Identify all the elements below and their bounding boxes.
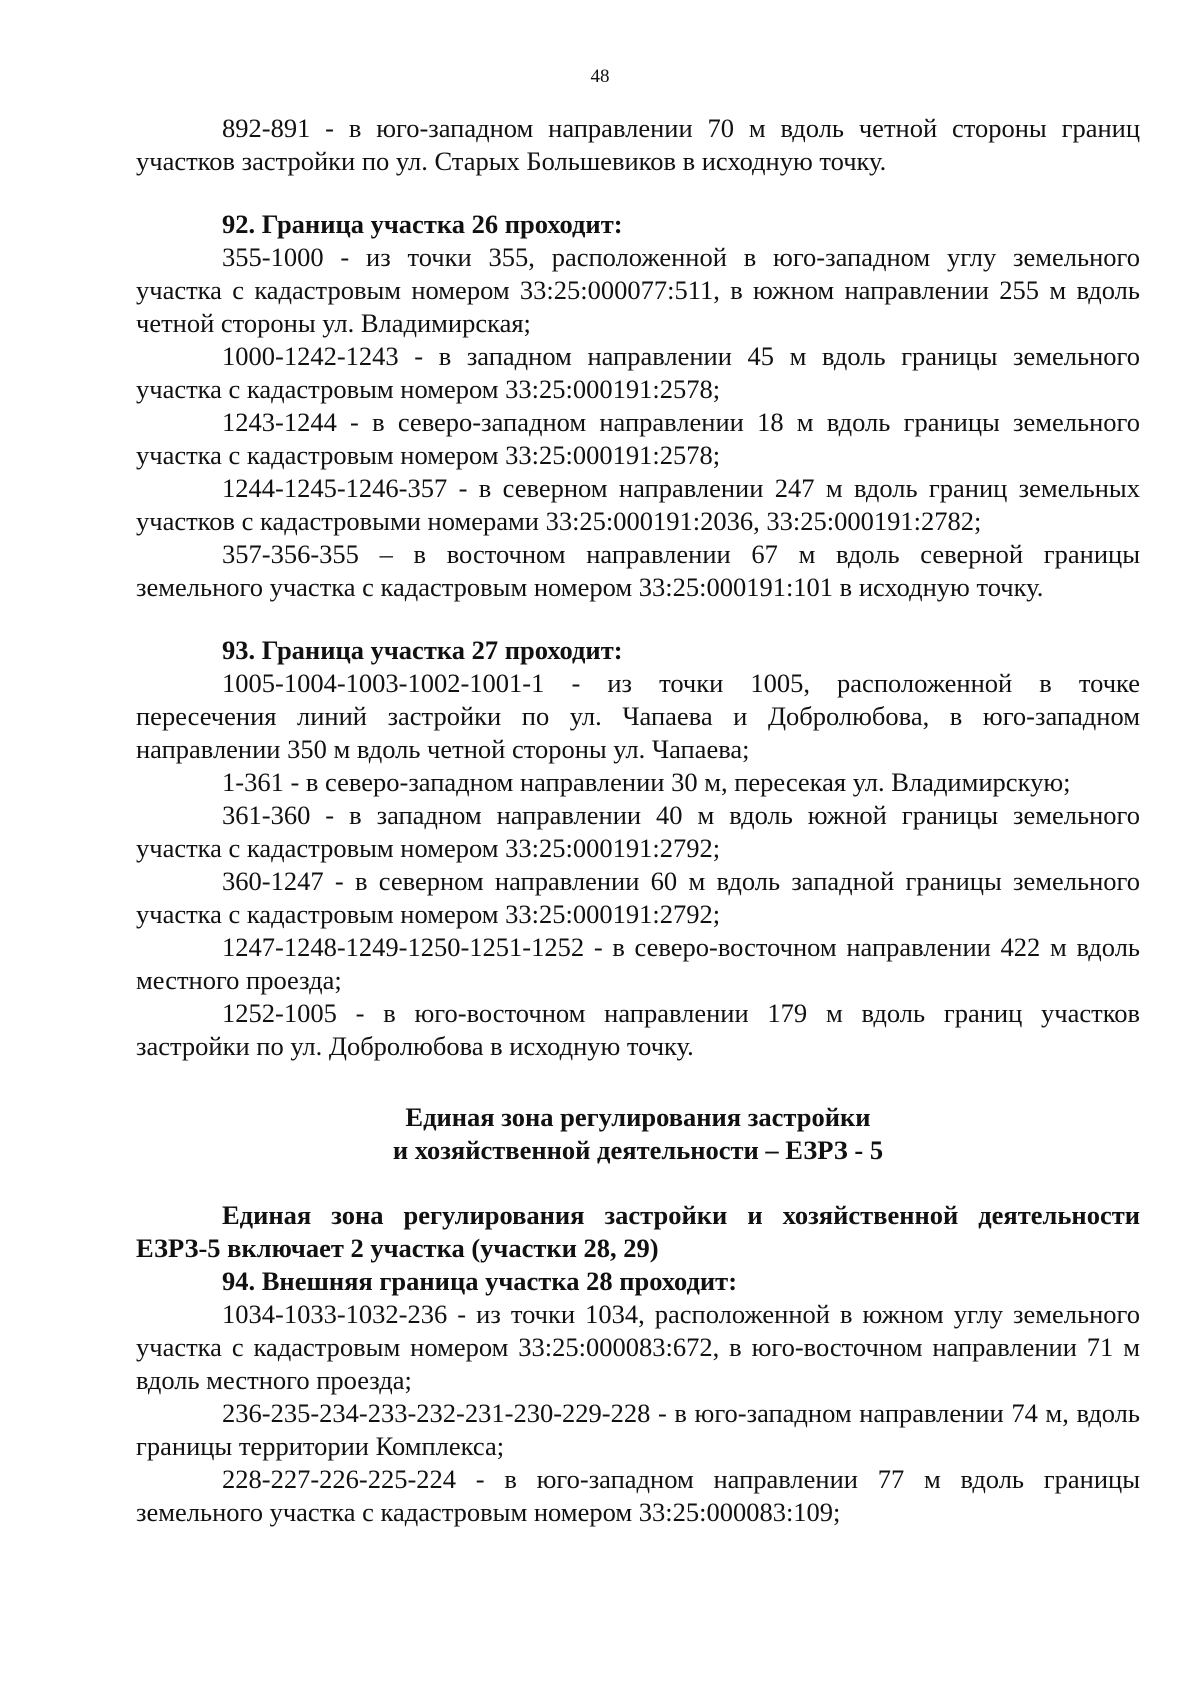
paragraph: 1-361 - в северо-западном направлении 30 м, пересекая ул. Владимирскую;: [222, 767, 1071, 797]
paragraph: 357-356-355 – в восточном направлении 67 м вдоль северной границы земельного участка с кадастровым номером 33:25:000191:101 в исходную точку.: [136, 539, 1140, 602]
spacer: [136, 1167, 1140, 1199]
paragraph: 892-891 - в юго-западном направлении 70 м вдоль четной стороны границ участков застройки по ул. Старых Большевиков в исходную точку.: [136, 113, 1140, 176]
zone-title-line-2: и хозяйственной деятельности – ЕЗРЗ - 5: [392, 1135, 884, 1165]
section-heading: 94. Внешняя граница участка 28 проходит:: [222, 1266, 738, 1296]
document-body: [136, 112, 1140, 1529]
paragraph: 1243-1244 - в северо-западном направлении 18 м вдоль границы земельного участка с кадастровым номером 33:25:000191:2578;: [136, 407, 1140, 470]
paragraph: 361-360 - в западном направлении 40 м вдоль южной границы земельного участка с кадастровым номером 33:25:000191:2792;: [136, 800, 1140, 863]
paragraph: 1000-1242-1243 - в западном направлении 45 м вдоль границы земельного участка с кадастровым номером 33:25:000191:2578;: [136, 341, 1140, 404]
paragraph: 228-227-226-225-224 - в юго-западном направлении 77 м вдоль границы земельного участка с кадастровым номером 33:25:000083:109;: [136, 1464, 1140, 1527]
zone-summary: Единая зона регулирования застройки и хозяйственной деятельности ЕЗРЗ-5 включает 2 участка (участки 28, 29): [136, 1200, 1140, 1263]
paragraph: 1244-1245-1246-357 - в северном направлении 247 м вдоль границ земельных участков с кадастровыми номерами 33:25:000191:2036, 33:25:000191:2782;: [136, 473, 1140, 536]
zone-title: [136, 1101, 1140, 1167]
section-94: [136, 1265, 1140, 1529]
zone-title-line-1: Единая зона регулирования застройки: [405, 1102, 871, 1132]
section-heading: 92. Граница участка 26 проходит:: [222, 209, 623, 239]
paragraph: 1252-1005 - в юго-восточном направлении 179 м вдоль границ участков застройки по ул. Добролюбова в исходную точку.: [136, 998, 1140, 1061]
paragraph: 1247-1248-1249-1250-1251-1252 - в северо-восточном направлении 422 м вдоль местного проезда;: [136, 932, 1140, 995]
paragraph: 236-235-234-233-232-231-230-229-228 - в юго-западном направлении 74 м, вдоль границы территории Комплекса;: [136, 1398, 1140, 1461]
paragraph: 1005-1004-1003-1002-1001-1 - из точки 1005, расположенной в точке пересечения линий застройки по ул. Чапаева и Добролюбова, в юго-западном направлении 350 м вдоль четной стороны ул. Чапаева;: [136, 668, 1140, 764]
section-92: [136, 208, 1140, 604]
intro-section: [136, 112, 1140, 178]
paragraph: 1034-1033-1032-236 - из точки 1034, расположенной в южном углу земельного участка с кадастровым номером 33:25:000083:672, в юго-восточном направлении 71 м вдоль местного проезда;: [136, 1299, 1140, 1395]
section-93: [136, 634, 1140, 1063]
section-heading: 93. Граница участка 27 проходит:: [222, 635, 623, 665]
paragraph: 355-1000 - из точки 355, расположенной в юго-западном углу земельного участка с кадастровым номером 33:25:000077:511, в южном направлении 255 м вдоль четной стороны ул. Владимирская;: [136, 242, 1140, 338]
paragraph: 360-1247 - в северном направлении 60 м вдоль западной границы земельного участка с кадастровым номером 33:25:000191:2792;: [136, 866, 1140, 929]
page-number: 48: [590, 66, 610, 87]
